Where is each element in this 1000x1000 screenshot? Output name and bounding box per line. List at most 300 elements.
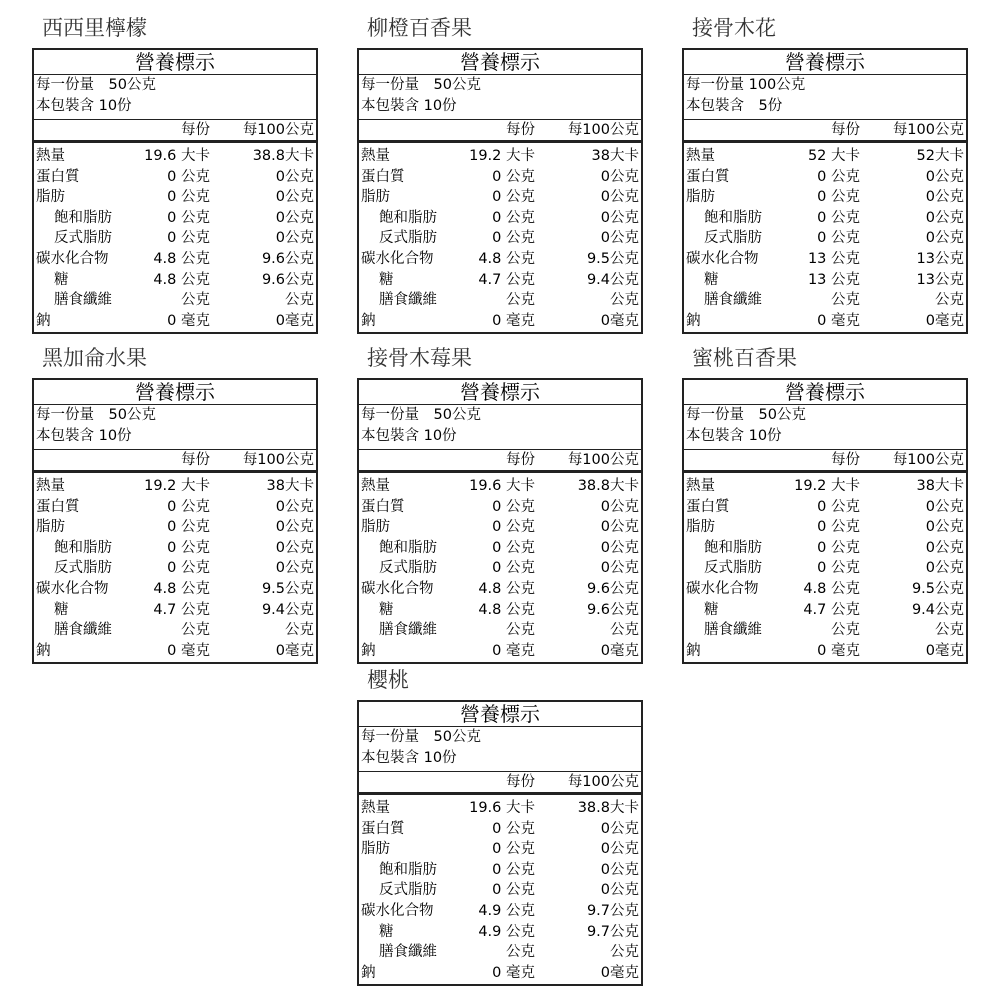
- per-serving-value: 4.8 公克: [478, 580, 535, 597]
- nutrient-row: [684, 558, 966, 579]
- per-serving-value: 0 公克: [167, 560, 210, 577]
- nutrient-row: [684, 579, 966, 600]
- per-100g-value: 0公克: [275, 539, 314, 556]
- label-header: 營養標示: [34, 50, 316, 75]
- per-serving-value: 0 公克: [492, 539, 535, 556]
- nutrient-name: 糖: [704, 271, 719, 288]
- per-serving-value: 19.2 大卡: [794, 478, 860, 494]
- per-serving-value: 0 公克: [817, 189, 860, 206]
- nutrient-row: [684, 290, 966, 311]
- serving-size: 每一份量 50公克: [36, 407, 156, 423]
- per-serving-value: 0 公克: [167, 168, 210, 185]
- per-serving-header: 每份: [506, 452, 535, 468]
- per-serving-header: 每份: [831, 452, 860, 468]
- nutrient-row: [359, 798, 641, 819]
- per-100g-value: 38大卡: [916, 478, 964, 494]
- per-100g-value: 0公克: [925, 168, 964, 185]
- per-100g-value: 38.8大卡: [252, 148, 314, 164]
- nutrient-row: [34, 600, 316, 621]
- per-serving-value: 0 毫克: [492, 312, 535, 329]
- nutrient-name: 碳水化合物: [686, 250, 759, 267]
- per-100g-value: 0毫克: [275, 312, 314, 329]
- nutrient-name: 膳食纖維: [379, 944, 437, 961]
- per-100g-value: 0公克: [600, 498, 639, 515]
- per-100g-value: 13公克: [916, 250, 964, 267]
- per-serving-value: 4.9 公克: [478, 902, 535, 919]
- nutrient-name: 鈉: [361, 964, 376, 981]
- per-serving-value: 0 公克: [492, 209, 535, 226]
- per-100g-value: 0公克: [600, 209, 639, 226]
- serving-info: [359, 405, 641, 450]
- nutrient-name: 飽和脂肪: [704, 539, 762, 556]
- nutrient-name: 蛋白質: [686, 498, 730, 515]
- per-100g-value: 9.4公克: [586, 271, 639, 288]
- servings-per-pack: 本包裝含 5份: [686, 98, 783, 114]
- nutrient-row: [359, 880, 641, 901]
- nutrient-name: 糖: [379, 923, 394, 940]
- per-serving-value: 0 公克: [492, 820, 535, 837]
- per-100g-value: 0公克: [275, 230, 314, 247]
- nutrient-name: 熱量: [361, 478, 390, 494]
- nutrient-name: 脂肪: [361, 519, 390, 536]
- nutrient-row: [34, 146, 316, 167]
- nutrient-name: 熱量: [686, 148, 715, 164]
- nutrient-name: 脂肪: [361, 841, 390, 858]
- nutrition-label: [357, 48, 643, 334]
- per-serving-value: 0 公克: [492, 560, 535, 577]
- nutrient-row: [359, 146, 641, 167]
- per-serving-value: 19.6 大卡: [469, 800, 535, 816]
- nutrient-name: 反式脂肪: [379, 560, 437, 577]
- nutrient-row: [684, 270, 966, 291]
- per-100g-value: 0公克: [925, 519, 964, 536]
- nutrient-name: 蛋白質: [36, 168, 80, 185]
- nutrient-name: 膳食纖維: [704, 622, 762, 639]
- per-serving-value: 4.7 公克: [153, 601, 210, 618]
- nutrient-row: [359, 901, 641, 922]
- per-100g-value: 9.6公克: [261, 271, 314, 288]
- per-serving-value: 4.8 公克: [153, 271, 210, 288]
- per-serving-value: 0 公克: [492, 498, 535, 515]
- per-serving-value: 4.8 公克: [153, 580, 210, 597]
- per-100g-value: 公克: [935, 292, 964, 309]
- per-100g-value: 0公克: [275, 168, 314, 185]
- per-serving-value: 0 公克: [492, 189, 535, 206]
- per-100g-value: 9.6公克: [261, 250, 314, 267]
- per-100g-value: 0公克: [275, 560, 314, 577]
- nutrient-name: 反式脂肪: [379, 230, 437, 247]
- nutrient-row: [34, 249, 316, 270]
- per-serving-value: 0 公克: [817, 539, 860, 556]
- per-100g-value: 公克: [285, 622, 314, 639]
- nutrient-rows: [684, 143, 966, 331]
- per-serving-value: 4.9 公克: [478, 923, 535, 940]
- nutrient-name: 熱量: [686, 478, 715, 494]
- per-100g-value: 9.7公克: [586, 902, 639, 919]
- servings-per-pack: 本包裝含 10份: [36, 428, 132, 444]
- nutrient-name: 飽和脂肪: [704, 209, 762, 226]
- nutrient-row: [359, 228, 641, 249]
- per-serving-value: 0 公克: [167, 519, 210, 536]
- per-serving-value: 19.6 大卡: [144, 148, 210, 164]
- nutrient-name: 碳水化合物: [686, 580, 759, 597]
- nutrition-label: [32, 378, 318, 664]
- per-serving-value: 0 公克: [492, 861, 535, 878]
- column-header: [34, 450, 316, 473]
- nutrient-row: [359, 963, 641, 984]
- per-serving-value: 公克: [831, 622, 860, 639]
- per-100g-value: 0公克: [925, 189, 964, 206]
- per-100g-value: 9.6公克: [586, 580, 639, 597]
- per-serving-value: 4.7 公克: [803, 601, 860, 618]
- nutrient-name: 脂肪: [36, 519, 65, 536]
- per-serving-value: 0 公克: [817, 498, 860, 515]
- nutrient-row: [359, 290, 641, 311]
- product-name: 櫻桃: [367, 668, 409, 692]
- nutrient-name: 膳食纖維: [379, 292, 437, 309]
- nutrient-name: 熱量: [36, 148, 65, 164]
- per-100g-value: 0公克: [275, 519, 314, 536]
- per-serving-value: 4.8 公克: [803, 580, 860, 597]
- nutrient-row: [684, 228, 966, 249]
- per-100g-header: 每100公克: [242, 452, 314, 468]
- nutrient-name: 碳水化合物: [36, 580, 109, 597]
- per-100g-value: 13公克: [916, 271, 964, 288]
- per-100g-value: 公克: [285, 292, 314, 309]
- per-100g-value: 0公克: [925, 209, 964, 226]
- per-serving-value: 0 毫克: [817, 642, 860, 659]
- nutrient-row: [359, 187, 641, 208]
- nutrient-name: 蛋白質: [361, 498, 405, 515]
- per-100g-value: 0公克: [600, 820, 639, 837]
- per-100g-value: 0公克: [600, 519, 639, 536]
- nutrient-name: 鈉: [361, 312, 376, 329]
- column-header: [359, 450, 641, 473]
- per-serving-value: 4.8 公克: [153, 250, 210, 267]
- serving-size: 每一份量 50公克: [686, 407, 806, 423]
- per-serving-value: 0 公克: [492, 841, 535, 858]
- per-serving-value: 0 公克: [817, 168, 860, 185]
- serving-size: 每一份量 100公克: [686, 77, 806, 93]
- per-100g-value: 38.8大卡: [577, 800, 639, 816]
- nutrient-name: 飽和脂肪: [379, 209, 437, 226]
- per-100g-value: 0公克: [600, 882, 639, 899]
- nutrient-name: 碳水化合物: [361, 902, 434, 919]
- serving-info: [34, 75, 316, 120]
- nutrient-row: [34, 270, 316, 291]
- nutrient-row: [34, 620, 316, 641]
- nutrient-name: 反式脂肪: [704, 560, 762, 577]
- nutrient-row: [684, 476, 966, 497]
- per-100g-value: 0毫克: [275, 642, 314, 659]
- per-serving-value: 公克: [506, 944, 535, 961]
- per-100g-value: 52大卡: [916, 148, 964, 164]
- per-serving-value: 0 公克: [167, 209, 210, 226]
- per-100g-value: 0公克: [600, 189, 639, 206]
- per-serving-value: 13 公克: [807, 250, 860, 267]
- nutrient-name: 膳食纖維: [379, 622, 437, 639]
- nutrient-row: [684, 620, 966, 641]
- nutrient-row: [359, 558, 641, 579]
- per-serving-value: 0 公克: [817, 209, 860, 226]
- nutrient-name: 糖: [379, 601, 394, 618]
- per-serving-value: 公克: [506, 622, 535, 639]
- per-serving-value: 0 毫克: [492, 642, 535, 659]
- per-100g-value: 9.6公克: [586, 601, 639, 618]
- nutrient-rows: [359, 795, 641, 983]
- nutrient-row: [359, 620, 641, 641]
- column-header: [359, 120, 641, 143]
- per-100g-value: 9.7公克: [586, 923, 639, 940]
- nutrition-label: [357, 378, 643, 664]
- nutrient-name: 膳食纖維: [54, 292, 112, 309]
- per-100g-value: 0公克: [600, 861, 639, 878]
- product-name: 蜜桃百香果: [692, 346, 797, 370]
- serving-info: [34, 405, 316, 450]
- nutrient-row: [684, 538, 966, 559]
- per-100g-value: 0毫克: [925, 642, 964, 659]
- column-header: [359, 772, 641, 795]
- nutrient-row: [684, 249, 966, 270]
- nutrient-row: [34, 290, 316, 311]
- product-name: 黑加侖水果: [42, 346, 147, 370]
- nutrient-row: [359, 476, 641, 497]
- nutrient-name: 飽和脂肪: [54, 209, 112, 226]
- nutrient-name: 蛋白質: [36, 498, 80, 515]
- serving-size: 每一份量 50公克: [361, 407, 481, 423]
- nutrient-row: [684, 641, 966, 662]
- per-serving-value: 0 毫克: [817, 312, 860, 329]
- per-serving-value: 0 毫克: [167, 642, 210, 659]
- servings-per-pack: 本包裝含 10份: [686, 428, 782, 444]
- nutrient-row: [684, 497, 966, 518]
- per-100g-value: 公克: [610, 622, 639, 639]
- nutrient-name: 蛋白質: [686, 168, 730, 185]
- nutrient-row: [359, 942, 641, 963]
- nutrient-name: 脂肪: [36, 189, 65, 206]
- nutrient-name: 反式脂肪: [54, 560, 112, 577]
- nutrient-name: 脂肪: [686, 189, 715, 206]
- nutrient-name: 糖: [54, 271, 69, 288]
- nutrition-label: [682, 378, 968, 664]
- per-100g-value: 0公克: [275, 189, 314, 206]
- per-100g-header: 每100公克: [892, 122, 964, 138]
- per-100g-value: 0毫克: [925, 312, 964, 329]
- per-serving-value: 52 大卡: [807, 148, 860, 164]
- nutrient-name: 碳水化合物: [36, 250, 109, 267]
- nutrient-row: [34, 208, 316, 229]
- nutrition-label: [32, 48, 318, 334]
- per-100g-value: 公克: [935, 622, 964, 639]
- servings-per-pack: 本包裝含 10份: [361, 750, 457, 766]
- per-serving-value: 0 公克: [167, 189, 210, 206]
- label-header: 營養標示: [684, 50, 966, 75]
- per-serving-value: 0 公克: [492, 230, 535, 247]
- per-100g-value: 38.8大卡: [577, 478, 639, 494]
- nutrient-row: [34, 558, 316, 579]
- per-serving-value: 0 公克: [492, 168, 535, 185]
- column-header: [684, 450, 966, 473]
- nutrition-label: [682, 48, 968, 334]
- servings-per-pack: 本包裝含 10份: [361, 428, 457, 444]
- per-100g-value: 0公克: [925, 539, 964, 556]
- nutrient-name: 蛋白質: [361, 820, 405, 837]
- nutrient-name: 糖: [704, 601, 719, 618]
- nutrient-name: 脂肪: [361, 189, 390, 206]
- per-serving-header: 每份: [506, 774, 535, 790]
- nutrient-row: [684, 208, 966, 229]
- nutrient-row: [34, 579, 316, 600]
- per-100g-value: 0公克: [275, 209, 314, 226]
- per-serving-value: 公克: [181, 622, 210, 639]
- nutrient-name: 反式脂肪: [379, 882, 437, 899]
- nutrient-name: 飽和脂肪: [379, 539, 437, 556]
- nutrient-rows: [34, 473, 316, 661]
- nutrient-row: [684, 146, 966, 167]
- nutrient-name: 反式脂肪: [704, 230, 762, 247]
- per-100g-value: 9.5公克: [911, 580, 964, 597]
- per-serving-value: 4.8 公克: [478, 601, 535, 618]
- nutrient-row: [359, 641, 641, 662]
- nutrient-row: [684, 167, 966, 188]
- per-serving-value: 4.7 公克: [478, 271, 535, 288]
- nutrient-name: 熱量: [361, 800, 390, 816]
- per-100g-value: 0公克: [600, 168, 639, 185]
- nutrient-name: 糖: [54, 601, 69, 618]
- per-serving-value: 19.6 大卡: [469, 478, 535, 494]
- per-100g-value: 38大卡: [266, 478, 314, 494]
- per-serving-value: 0 毫克: [492, 964, 535, 981]
- nutrient-row: [359, 839, 641, 860]
- per-serving-value: 0 毫克: [167, 312, 210, 329]
- per-100g-value: 公克: [610, 292, 639, 309]
- nutrient-row: [34, 641, 316, 662]
- nutrient-name: 反式脂肪: [54, 230, 112, 247]
- product-name: 接骨木莓果: [367, 346, 472, 370]
- per-100g-value: 公克: [610, 944, 639, 961]
- per-serving-value: 19.2 大卡: [469, 148, 535, 164]
- nutrient-name: 碳水化合物: [361, 250, 434, 267]
- per-100g-value: 0公克: [925, 498, 964, 515]
- nutrient-row: [359, 860, 641, 881]
- nutrient-name: 熱量: [36, 478, 65, 494]
- per-serving-value: 公克: [181, 292, 210, 309]
- nutrient-row: [359, 819, 641, 840]
- nutrient-name: 膳食纖維: [54, 622, 112, 639]
- serving-info: [359, 75, 641, 120]
- per-100g-value: 9.4公克: [261, 601, 314, 618]
- nutrient-row: [34, 228, 316, 249]
- nutrient-row: [34, 476, 316, 497]
- nutrient-row: [359, 249, 641, 270]
- nutrient-row: [34, 538, 316, 559]
- nutrient-name: 飽和脂肪: [54, 539, 112, 556]
- per-100g-value: 0毫克: [600, 964, 639, 981]
- nutrient-row: [34, 167, 316, 188]
- per-100g-value: 9.5公克: [261, 580, 314, 597]
- nutrient-row: [684, 517, 966, 538]
- per-100g-value: 0公克: [925, 230, 964, 247]
- nutrient-row: [359, 208, 641, 229]
- per-serving-value: 0 公克: [492, 882, 535, 899]
- nutrient-name: 膳食纖維: [704, 292, 762, 309]
- per-serving-value: 0 公克: [817, 230, 860, 247]
- nutrient-rows: [359, 143, 641, 331]
- label-header: 營養標示: [359, 50, 641, 75]
- nutrient-name: 熱量: [361, 148, 390, 164]
- nutrient-row: [359, 311, 641, 332]
- serving-info: [684, 405, 966, 450]
- nutrient-name: 碳水化合物: [361, 580, 434, 597]
- per-serving-value: 公克: [506, 292, 535, 309]
- nutrient-row: [34, 187, 316, 208]
- per-100g-value: 0公克: [600, 230, 639, 247]
- per-100g-header: 每100公克: [892, 452, 964, 468]
- per-serving-value: 0 公克: [167, 230, 210, 247]
- nutrient-name: 鈉: [686, 312, 701, 329]
- per-100g-value: 9.5公克: [586, 250, 639, 267]
- servings-per-pack: 本包裝含 10份: [361, 98, 457, 114]
- nutrient-row: [359, 922, 641, 943]
- nutrient-name: 鈉: [361, 642, 376, 659]
- serving-info: [684, 75, 966, 120]
- per-100g-header: 每100公克: [567, 452, 639, 468]
- serving-size: 每一份量 50公克: [361, 729, 481, 745]
- per-100g-value: 0公克: [600, 841, 639, 858]
- nutrient-row: [359, 538, 641, 559]
- per-serving-header: 每份: [181, 122, 210, 138]
- per-serving-value: 0 公克: [167, 498, 210, 515]
- nutrient-row: [359, 167, 641, 188]
- label-header: 營養標示: [359, 380, 641, 405]
- product-name: 西西里檸檬: [42, 16, 147, 40]
- per-100g-value: 0公克: [275, 498, 314, 515]
- per-100g-value: 0公克: [600, 539, 639, 556]
- serving-size: 每一份量 50公克: [36, 77, 156, 93]
- nutrient-row: [34, 311, 316, 332]
- nutrient-row: [684, 600, 966, 621]
- nutrient-row: [34, 497, 316, 518]
- column-header: [684, 120, 966, 143]
- per-serving-value: 19.2 大卡: [144, 478, 210, 494]
- nutrient-row: [684, 187, 966, 208]
- nutrient-name: 鈉: [36, 642, 51, 659]
- serving-info: [359, 727, 641, 772]
- per-serving-value: 0 公克: [492, 519, 535, 536]
- per-100g-value: 0公克: [925, 560, 964, 577]
- per-serving-value: 0 公克: [817, 519, 860, 536]
- per-100g-value: 38大卡: [591, 148, 639, 164]
- nutrition-label: [357, 700, 643, 986]
- per-serving-value: 13 公克: [807, 271, 860, 288]
- serving-size: 每一份量 50公克: [361, 77, 481, 93]
- per-100g-value: 0毫克: [600, 312, 639, 329]
- nutrient-name: 飽和脂肪: [379, 861, 437, 878]
- label-header: 營養標示: [359, 702, 641, 727]
- per-serving-value: 4.8 公克: [478, 250, 535, 267]
- servings-per-pack: 本包裝含 10份: [36, 98, 132, 114]
- per-100g-value: 0公克: [600, 560, 639, 577]
- product-name: 柳橙百香果: [367, 16, 472, 40]
- per-serving-value: 公克: [831, 292, 860, 309]
- nutrient-name: 鈉: [686, 642, 701, 659]
- nutrient-row: [684, 311, 966, 332]
- nutrient-rows: [359, 473, 641, 661]
- per-100g-value: 0毫克: [600, 642, 639, 659]
- per-100g-header: 每100公克: [567, 122, 639, 138]
- per-serving-header: 每份: [831, 122, 860, 138]
- per-100g-header: 每100公克: [567, 774, 639, 790]
